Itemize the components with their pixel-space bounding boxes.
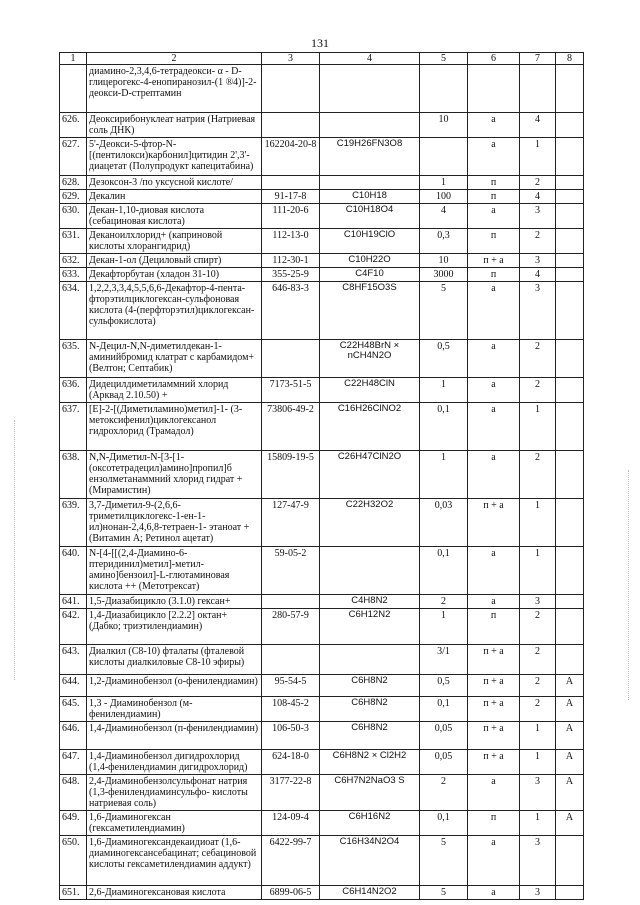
- column-number-header: 7: [520, 53, 556, 65]
- table-row: [60, 254, 584, 268]
- chemical-formula: C8HF15O3S: [320, 282, 420, 340]
- row-number: 647.: [60, 750, 87, 775]
- substance-name: 1,6-Диаминогександекаидиоат (1,6-диаминогексансебацинат; себациновой кислоты гексаметилендиамин аддукт): [87, 836, 262, 886]
- limit-value: 10: [420, 254, 468, 268]
- special-mark: [556, 609, 584, 645]
- row-number: 649.: [60, 811, 87, 836]
- special-mark: [556, 451, 584, 499]
- limit-value: 4: [420, 204, 468, 229]
- limit-value: 1: [420, 609, 468, 645]
- table-row: [60, 697, 584, 722]
- aggregate-state: п: [468, 190, 520, 204]
- special-mark: [556, 595, 584, 609]
- row-number: 636.: [60, 378, 87, 403]
- cas-number: [262, 645, 320, 675]
- row-number: 651.: [60, 886, 87, 900]
- aggregate-state: а: [468, 775, 520, 811]
- hazard-class: 2: [520, 378, 556, 403]
- aggregate-state: а: [468, 378, 520, 403]
- substance-name: Декан-1-ол (Дециловый спирт): [87, 254, 262, 268]
- hazard-class: 2: [520, 229, 556, 254]
- table-row: [60, 282, 584, 340]
- substance-name: N-[4-[[(2,4-Диамино-6-птеридинил)метил]-метил-амино]бензоил]-L-глютаминовая кислота ++ (Метотрексат): [87, 547, 262, 595]
- scan-artifact: [14, 420, 15, 680]
- hazard-class: 3: [520, 775, 556, 811]
- chemical-formula: C10H18O4: [320, 204, 420, 229]
- limit-value: 3000: [420, 268, 468, 282]
- chemical-formula: C16H26ClNO2: [320, 403, 420, 451]
- hazard-class: 4: [520, 268, 556, 282]
- chemical-formula: [320, 547, 420, 595]
- page-number: 131: [311, 36, 329, 50]
- row-number: 642.: [60, 609, 87, 645]
- hazard-class: 3: [520, 254, 556, 268]
- limit-value: 10: [420, 113, 468, 138]
- substance-name: 1,2-Диаминобензол (о-фенилендиамин): [87, 675, 262, 697]
- cas-number: 124-09-4: [262, 811, 320, 836]
- aggregate-state: п + а: [468, 722, 520, 750]
- limit-value: 5: [420, 282, 468, 340]
- column-number-header: 6: [468, 53, 520, 65]
- substance-name: диамино-2,3,4,6-тетрадеокси- α - D-глицерогекс-4-енопиранозил-(1 ®4)]-2-деокси-D-стрептамин: [87, 65, 262, 113]
- limit-value: 3/1: [420, 645, 468, 675]
- substance-name: Дидецилдиметиламмний хлорид (Арквад 2.10.50) +: [87, 378, 262, 403]
- table-body: [60, 65, 584, 900]
- row-number: 633.: [60, 268, 87, 282]
- special-mark: [556, 113, 584, 138]
- aggregate-state: а: [468, 340, 520, 378]
- chemical-formula: C6H8N2: [320, 697, 420, 722]
- row-number: 641.: [60, 595, 87, 609]
- hazard-class: 4: [520, 190, 556, 204]
- column-number-header: 1: [60, 53, 87, 65]
- table-row: [60, 595, 584, 609]
- row-number: 630.: [60, 204, 87, 229]
- cas-number: [262, 113, 320, 138]
- cas-number: 6899-06-5: [262, 886, 320, 900]
- limit-value: 2: [420, 775, 468, 811]
- chemical-formula: C6H8N2: [320, 675, 420, 697]
- limit-value: 0,1: [420, 403, 468, 451]
- hazard-class: 2: [520, 609, 556, 645]
- limit-value: 1: [420, 451, 468, 499]
- limit-value: 0,05: [420, 722, 468, 750]
- limit-value: 5: [420, 836, 468, 886]
- limit-value: 0,5: [420, 675, 468, 697]
- cas-number: 73806-49-2: [262, 403, 320, 451]
- substance-name: Диалкил (C8-10) фталаты (фталевой кислоты диалкиловые C8-10 эфиры): [87, 645, 262, 675]
- limit-value: 0,1: [420, 547, 468, 595]
- aggregate-state: п + а: [468, 499, 520, 547]
- hazard-class: 2: [520, 176, 556, 190]
- compounds-table: [59, 52, 584, 900]
- hazard-class: 1: [520, 403, 556, 451]
- hazard-class: 3: [520, 595, 556, 609]
- table-row: [60, 675, 584, 697]
- aggregate-state: а: [468, 113, 520, 138]
- column-number-header: 5: [420, 53, 468, 65]
- substance-name: [E]-2-[(Диметиламино)метил]-1- (3-метоксифенил)циклогексанол гидрохлорид (Трамадол): [87, 403, 262, 451]
- scan-artifact: [628, 470, 629, 700]
- chemical-formula: C6H7N2NaO3 S: [320, 775, 420, 811]
- aggregate-state: п + а: [468, 750, 520, 775]
- substance-name: 5'-Деокси-5-фтор-N-[(пентилокси)карбонил]цитидин 2',3'-диацетат (Полупродукт капецитабина): [87, 138, 262, 176]
- chemical-formula: C22H48ClN: [320, 378, 420, 403]
- aggregate-state: п + а: [468, 697, 520, 722]
- row-number: 648.: [60, 775, 87, 811]
- substance-name: 1,4-Диаминобензол дигидрохлорид (1,4-фенилендиамин дигидрохлорид): [87, 750, 262, 775]
- cas-number: 112-30-1: [262, 254, 320, 268]
- special-mark: А: [556, 675, 584, 697]
- special-mark: [556, 645, 584, 675]
- hazard-class: 1: [520, 499, 556, 547]
- special-mark: [556, 547, 584, 595]
- chemical-formula: C4F10: [320, 268, 420, 282]
- row-number: 644.: [60, 675, 87, 697]
- cas-number: [262, 340, 320, 378]
- cas-number: [262, 595, 320, 609]
- chemical-formula: [320, 113, 420, 138]
- cas-number: 162204-20-8: [262, 138, 320, 176]
- substance-name: 1,2,2,3,3,4,5,5,6,6-Декафтор-4-пента-фторэтилциклогексан-сульфоновая кислота (4-(перфторэтил)циклогексан-сульфокислота): [87, 282, 262, 340]
- cas-number: 3177-22-8: [262, 775, 320, 811]
- limit-value: 0,3: [420, 229, 468, 254]
- cas-number: 106-50-3: [262, 722, 320, 750]
- hazard-class: 1: [520, 811, 556, 836]
- row-number: 643.: [60, 645, 87, 675]
- chemical-formula: C10H19ClO: [320, 229, 420, 254]
- cas-number: 15809-19-5: [262, 451, 320, 499]
- table-row: [60, 403, 584, 451]
- substance-name: 1,3 - Диаминобензол (м-фенилендиамин): [87, 697, 262, 722]
- substance-name: 1,4-Диаминобензол (п-фенилендиамин): [87, 722, 262, 750]
- table-row: [60, 836, 584, 886]
- aggregate-state: п: [468, 268, 520, 282]
- chemical-formula: C6H14N2O2: [320, 886, 420, 900]
- hazard-class: 2: [520, 675, 556, 697]
- cas-number: 108-45-2: [262, 697, 320, 722]
- special-mark: А: [556, 775, 584, 811]
- aggregate-state: [468, 65, 520, 113]
- cas-number: 95-54-5: [262, 675, 320, 697]
- substance-name: 1,4-Диазабицикло [2.2.2] октан+ (Дабко; триэтилендиамин): [87, 609, 262, 645]
- chemical-formula: C6H8N2 × Cl2H2: [320, 750, 420, 775]
- special-mark: [556, 886, 584, 900]
- row-number: 634.: [60, 282, 87, 340]
- limit-value: 1: [420, 176, 468, 190]
- aggregate-state: п + а: [468, 254, 520, 268]
- table-row: [60, 190, 584, 204]
- table-row: [60, 775, 584, 811]
- column-number-header: 2: [87, 53, 262, 65]
- special-mark: А: [556, 750, 584, 775]
- aggregate-state: а: [468, 886, 520, 900]
- table-row: [60, 499, 584, 547]
- chemical-formula: C19H26FN3O8: [320, 138, 420, 176]
- aggregate-state: п: [468, 229, 520, 254]
- hazard-class: [520, 65, 556, 113]
- chemical-formula: [320, 65, 420, 113]
- table-row: [60, 378, 584, 403]
- hazard-class: 2: [520, 340, 556, 378]
- limit-value: [420, 138, 468, 176]
- limit-value: 0,03: [420, 499, 468, 547]
- special-mark: [556, 378, 584, 403]
- chemical-formula: C6H12N2: [320, 609, 420, 645]
- substance-name: Декафторбутан (хладон 31-10): [87, 268, 262, 282]
- table-row: [60, 547, 584, 595]
- row-number: 631.: [60, 229, 87, 254]
- special-mark: [556, 204, 584, 229]
- aggregate-state: а: [468, 403, 520, 451]
- limit-value: 1: [420, 378, 468, 403]
- chemical-formula: C10H22O: [320, 254, 420, 268]
- cas-number: [262, 176, 320, 190]
- substance-name: 2,4-Диаминобензолсульфонат натрия (1,3-фенилендиаминсульфо- кислоты натриевая соль): [87, 775, 262, 811]
- aggregate-state: а: [468, 204, 520, 229]
- cas-number: 112-13-0: [262, 229, 320, 254]
- table-row: [60, 645, 584, 675]
- aggregate-state: п: [468, 609, 520, 645]
- limit-value: [420, 65, 468, 113]
- aggregate-state: а: [468, 138, 520, 176]
- substance-name: 1,5-Диазабицикло (3.1.0) гексан+: [87, 595, 262, 609]
- cas-number: [262, 65, 320, 113]
- hazard-class: 3: [520, 204, 556, 229]
- special-mark: [556, 229, 584, 254]
- hazard-class: 3: [520, 886, 556, 900]
- special-mark: [556, 176, 584, 190]
- cas-number: 355-25-9: [262, 268, 320, 282]
- substance-name: Декалин: [87, 190, 262, 204]
- hazard-class: 2: [520, 697, 556, 722]
- aggregate-state: а: [468, 595, 520, 609]
- table-row: [60, 811, 584, 836]
- cas-number: 624-18-0: [262, 750, 320, 775]
- special-mark: А: [556, 811, 584, 836]
- table-row: [60, 340, 584, 378]
- cas-number: 280-57-9: [262, 609, 320, 645]
- chemical-formula: [320, 645, 420, 675]
- special-mark: [556, 65, 584, 113]
- row-number: 635.: [60, 340, 87, 378]
- column-number-header: 4: [320, 53, 420, 65]
- hazard-class: 3: [520, 836, 556, 886]
- row-number: [60, 65, 87, 113]
- row-number: 628.: [60, 176, 87, 190]
- hazard-class: 1: [520, 547, 556, 595]
- hazard-class: 1: [520, 138, 556, 176]
- limit-value: 0,05: [420, 750, 468, 775]
- hazard-class: 3: [520, 282, 556, 340]
- special-mark: [556, 254, 584, 268]
- table-row: [60, 609, 584, 645]
- cas-number: 59-05-2: [262, 547, 320, 595]
- chemical-formula: C4H8N2: [320, 595, 420, 609]
- substance-name: 3,7-Диметил-9-(2,6,6-триметилциклогекс-1-ен-1- ил)нонан-2,4,6,8-тетраен-1- этаноат + (Витамин А; Ретинол ацетат): [87, 499, 262, 547]
- aggregate-state: а: [468, 451, 520, 499]
- limit-value: 0,1: [420, 697, 468, 722]
- hazard-class: 2: [520, 451, 556, 499]
- cas-number: 91-17-8: [262, 190, 320, 204]
- substance-name: N,N-Диметил-N-[3-[1-(оксотетрадецил)амино]пропил]б ензолметанаммний хлорид гидрат + (Мирамистин): [87, 451, 262, 499]
- limit-value: 100: [420, 190, 468, 204]
- table-row: [60, 451, 584, 499]
- table-row: [60, 750, 584, 775]
- limit-value: 0,1: [420, 811, 468, 836]
- cas-number: 127-47-9: [262, 499, 320, 547]
- limit-value: 2: [420, 595, 468, 609]
- aggregate-state: п + а: [468, 675, 520, 697]
- substance-name: 1,6-Диаминогексан (гексаметилендиамин): [87, 811, 262, 836]
- table-row: [60, 204, 584, 229]
- cas-number: 646-83-3: [262, 282, 320, 340]
- special-mark: [556, 138, 584, 176]
- chemical-formula: C26H47ClN2O: [320, 451, 420, 499]
- chemical-formula: C6H16N2: [320, 811, 420, 836]
- aggregate-state: а: [468, 836, 520, 886]
- substance-name: Дезоксон-3 /по уксусной кислоте/: [87, 176, 262, 190]
- special-mark: [556, 282, 584, 340]
- substance-name: Деканоилхлорид+ (каприновой кислоты хлорангидрид): [87, 229, 262, 254]
- special-mark: А: [556, 722, 584, 750]
- chemical-formula: [320, 176, 420, 190]
- table-row: [60, 113, 584, 138]
- hazard-class: 1: [520, 722, 556, 750]
- row-number: 646.: [60, 722, 87, 750]
- row-number: 639.: [60, 499, 87, 547]
- substance-name: N-Децил-N,N-диметилдекан-1-аминийбромид клатрат с карбамидом+ (Велтон; Септабик): [87, 340, 262, 378]
- chemical-formula: C16H34N2O4: [320, 836, 420, 886]
- row-number: 626.: [60, 113, 87, 138]
- table-row: [60, 138, 584, 176]
- cas-number: 7173-51-5: [262, 378, 320, 403]
- row-number: 629.: [60, 190, 87, 204]
- hazard-class: 2: [520, 645, 556, 675]
- row-number: 645.: [60, 697, 87, 722]
- special-mark: [556, 836, 584, 886]
- table-row: [60, 268, 584, 282]
- cas-number: 6422-99-7: [262, 836, 320, 886]
- hazard-class: 1: [520, 750, 556, 775]
- aggregate-state: п: [468, 811, 520, 836]
- special-mark: [556, 340, 584, 378]
- cas-number: 111-20-6: [262, 204, 320, 229]
- table-row: [60, 886, 584, 900]
- table-row: [60, 229, 584, 254]
- chemical-formula: C22H48BrN × nCH4N2O: [320, 340, 420, 378]
- chemical-formula: C10H18: [320, 190, 420, 204]
- row-number: 627.: [60, 138, 87, 176]
- column-number-header: 8: [556, 53, 584, 65]
- aggregate-state: а: [468, 547, 520, 595]
- aggregate-state: п + а: [468, 645, 520, 675]
- row-number: 638.: [60, 451, 87, 499]
- special-mark: [556, 403, 584, 451]
- special-mark: [556, 268, 584, 282]
- limit-value: 5: [420, 886, 468, 900]
- substance-name: Декан-1,10-диовая кислота (себациновая кислота): [87, 204, 262, 229]
- special-mark: А: [556, 697, 584, 722]
- row-number: 640.: [60, 547, 87, 595]
- column-number-row: [60, 53, 584, 65]
- row-number: 637.: [60, 403, 87, 451]
- aggregate-state: п: [468, 176, 520, 190]
- row-number: 650.: [60, 836, 87, 886]
- limit-value: 0,5: [420, 340, 468, 378]
- chemical-formula: C22H32O2: [320, 499, 420, 547]
- table-row: [60, 722, 584, 750]
- chemical-formula: C6H8N2: [320, 722, 420, 750]
- special-mark: [556, 190, 584, 204]
- special-mark: [556, 499, 584, 547]
- hazard-class: 4: [520, 113, 556, 138]
- table-row: [60, 176, 584, 190]
- substance-name: Деоксирибонуклеат натрия (Натриевая соль ДНК): [87, 113, 262, 138]
- row-number: 632.: [60, 254, 87, 268]
- substance-name: 2,6-Диаминогексановая кислота: [87, 886, 262, 900]
- column-number-header: 3: [262, 53, 320, 65]
- aggregate-state: а: [468, 282, 520, 340]
- table-row: [60, 65, 584, 113]
